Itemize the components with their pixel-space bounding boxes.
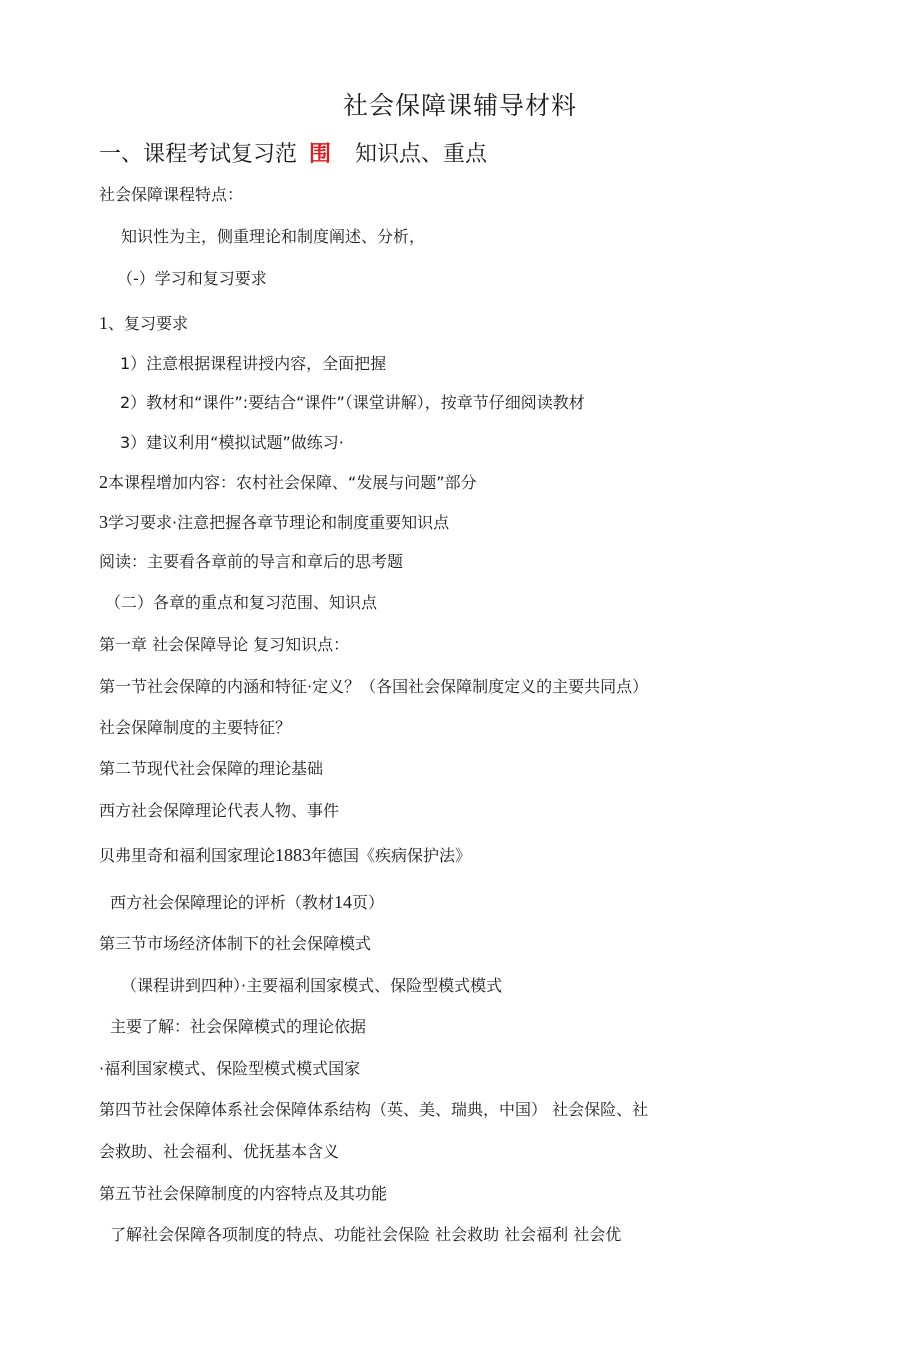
- requirement-item-1: 1）注意根据课程讲授内容，全面把握: [120, 354, 387, 373]
- item-number: 3: [99, 512, 108, 532]
- section-heading-suffix: 知识点、重点: [355, 142, 488, 167]
- section-4-continuation: 会救助、社会福利、优抚基本含义: [99, 1142, 340, 1161]
- requirement-item-2: 2）教材和“课件”:要结合“课件”（课堂讲解），按章节仔细阅读教材: [120, 393, 585, 412]
- line-text: 贝弗里奇和福利国家理论: [99, 846, 276, 865]
- section-5-details: 了解社会保障各项制度的特点、功能社会保险 社会救助 社会福利 社会优: [110, 1225, 622, 1244]
- section-1-features: 社会保障制度的主要特征？: [99, 718, 292, 737]
- section-4-line: 第四节社会保障体系社会保障体系结构（英、美、瑞典，中国） 社会保险、社: [99, 1100, 649, 1119]
- beveridge-line: [99, 843, 471, 868]
- item-text: 、复习要求: [108, 314, 189, 333]
- added-content-line: [99, 470, 477, 495]
- reading-guidance: 阅读：主要看各章前的导言和章后的思考题: [99, 552, 404, 571]
- models-basis-line: 主要了解：社会保障模式的理论依据: [110, 1017, 367, 1036]
- item-text: 本课程增加内容：农村社会保障、“发展与问题”部分: [108, 473, 477, 492]
- item-number: 1: [99, 313, 108, 333]
- theory-review-line: [110, 890, 384, 915]
- western-theory-line: 西方社会保障理论代表人物、事件: [99, 801, 340, 820]
- models-line: （课程讲到四种）·主要福利国家模式、保险型模式模式: [121, 976, 503, 995]
- document-title: 社会保障课辅导材料: [342, 91, 577, 120]
- item-text: 学习要求·注意把握各章节理论和制度重要知识点: [108, 513, 450, 532]
- subsection-heading-2: （二）各章的重点和复习范围、知识点: [105, 593, 378, 612]
- line-text: 页）: [352, 893, 385, 912]
- page-number: 14: [334, 892, 353, 912]
- line-text: 年德国《疾病保护法》: [311, 846, 472, 865]
- subsection-heading-1: （-）学习和复习要求: [117, 269, 267, 288]
- study-requirements-line: [99, 510, 449, 535]
- section-heading: [99, 138, 487, 172]
- section-1-line: 第一节社会保障的内涵和特征·定义？（各国社会保障制度定义的主要共同点）: [99, 677, 649, 696]
- course-features-label: 社会保障课程特点：: [99, 185, 244, 204]
- item-number: 2: [99, 472, 108, 492]
- section-5-line: 第五节社会保障制度的内容特点及其功能: [99, 1184, 388, 1203]
- section-2-line: 第二节现代社会保障的理论基础: [99, 759, 324, 778]
- course-features-text: 知识性为主，侧重理论和制度阐述、分析，: [121, 227, 426, 246]
- models-countries-line: ·福利国家模式、保险型模式模式国家: [99, 1059, 361, 1078]
- requirement-item-3: 3）建议利用“模拟试题”做练习·: [120, 433, 344, 452]
- year-number: 1883: [275, 845, 312, 865]
- chapter-1-heading: 第一章 社会保障导论 复习知识点：: [99, 635, 350, 654]
- highlighted-character: 围: [309, 142, 332, 167]
- section-3-line: 第三节市场经济体制下的社会保障模式: [99, 934, 372, 953]
- review-requirements-heading: [99, 311, 188, 336]
- section-heading-text: 一、课程考试复习范: [99, 142, 298, 167]
- line-text: 西方社会保障理论的评析（教材: [110, 893, 335, 912]
